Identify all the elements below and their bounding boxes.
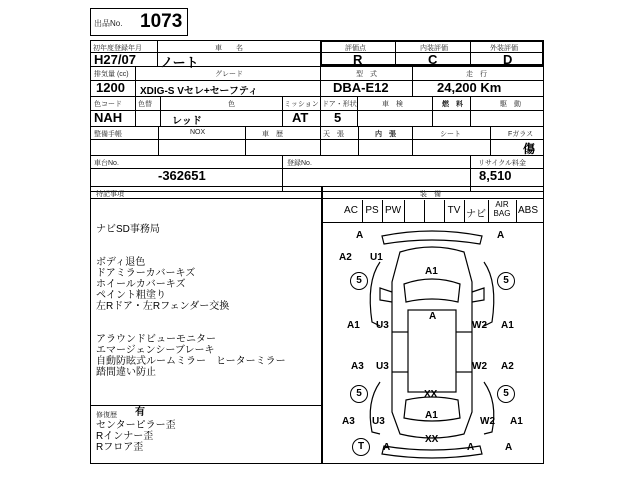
dmg-mark: T xyxy=(352,438,370,456)
equip-abs: ABS xyxy=(517,205,538,216)
dmg-mark: U3 xyxy=(376,320,389,331)
dmg-mark: A xyxy=(356,230,364,241)
mileage-label: 走 行 xyxy=(466,71,487,78)
equip-ac: AC xyxy=(344,205,358,216)
cc-value: 1200 xyxy=(96,80,125,95)
dmg-mark: A3 xyxy=(342,416,355,427)
dmg-mark: A xyxy=(497,230,505,241)
dmg-mark: 5 xyxy=(350,385,368,403)
dmg-mark: 5 xyxy=(350,272,368,290)
dmg-mark: A1 xyxy=(501,320,514,331)
dmg-mark: A1 xyxy=(425,410,438,421)
inspection-label: 車 検 xyxy=(382,101,403,108)
chassis-label: 車台No. xyxy=(94,160,119,167)
note-line: エマージェンシーブレーキ xyxy=(96,345,215,356)
notes-list-2 xyxy=(96,334,286,378)
car-diagram xyxy=(322,222,544,464)
fglass-value: 傷 xyxy=(523,142,536,156)
dmg-mark: U3 xyxy=(372,416,385,427)
dmg-mark: 5 xyxy=(497,385,515,403)
score-value: R xyxy=(353,52,363,67)
note-line: ペイント粗塗り xyxy=(96,290,166,301)
exterior-label: 外装評価 xyxy=(490,45,518,52)
equipment-row xyxy=(340,200,544,222)
equip-navi: ナビ xyxy=(466,209,486,220)
repair-list xyxy=(96,420,176,453)
repair-line: センターピラー歪 xyxy=(96,420,176,431)
interior-value: C xyxy=(428,52,438,67)
model-value: DBA-E12 xyxy=(333,80,389,95)
model-label: 型 式 xyxy=(356,71,377,78)
note-line: ホイールカバーキズ xyxy=(96,279,186,290)
exterior-value: D xyxy=(503,52,513,67)
inner-label: 内 張 xyxy=(375,131,396,138)
dmg-mark: U1 xyxy=(370,252,383,263)
doors-label: ドア・形状 xyxy=(322,101,357,108)
notes-header: 特記事項 xyxy=(96,191,124,198)
recycle-value: 8,510 xyxy=(479,168,512,183)
note-line: 自動防眩式ルームミラー ヒーターミラー xyxy=(96,356,286,367)
note-line: 踏間違い防止 xyxy=(96,367,156,378)
reg-value: H27/07 xyxy=(94,52,136,67)
fuel-label: 燃 料 xyxy=(442,101,463,108)
repair-label: 修復歴 xyxy=(96,412,117,419)
history-label: 車 歴 xyxy=(262,131,283,138)
mileage-value: 24,200 Km xyxy=(437,80,502,95)
car-name-label: 車 名 xyxy=(215,45,243,52)
dmg-mark: W2 xyxy=(472,361,487,372)
seat-label: シート xyxy=(440,131,461,138)
equip-ps: PS xyxy=(365,205,379,216)
dmg-mark: A2 xyxy=(339,252,352,263)
lot-label: 出品No. xyxy=(94,19,123,28)
reg-label: 初年度登録年月 xyxy=(93,45,142,52)
dmg-mark: A3 xyxy=(351,361,364,372)
grade-value: XDIG-S Vセレ+セーフティ xyxy=(140,86,259,97)
equip-tv: TV xyxy=(447,205,461,216)
dmg-mark: A xyxy=(383,442,391,453)
dmg-mark: A1 xyxy=(347,320,360,331)
manual-label: 整備手帳 xyxy=(94,131,122,138)
dmg-mark: U3 xyxy=(376,361,389,372)
color-code-value: NAH xyxy=(94,110,123,125)
color-code-label: 色コード xyxy=(94,101,122,108)
dmg-mark: A2 xyxy=(501,361,514,372)
color-change-label: 色替 xyxy=(138,101,152,108)
nav-note: ナビSD事務局 xyxy=(96,224,160,235)
dmg-mark: A xyxy=(467,442,475,453)
drive-label: 駆 動 xyxy=(500,101,521,108)
color-value: レッド xyxy=(172,116,202,127)
equip-airbag: AIR BAG xyxy=(493,200,511,218)
note-line: アラウンドビューモニター xyxy=(96,334,216,345)
dmg-mark: W2 xyxy=(472,320,487,331)
dmg-mark: 5 xyxy=(497,272,515,290)
dmg-mark: A1 xyxy=(510,416,523,427)
roof-label: 天 張 xyxy=(323,131,344,138)
dmg-mark: W2 xyxy=(480,416,495,427)
repair-line: Rインナー歪 xyxy=(96,431,154,442)
doors-value: 5 xyxy=(334,110,342,125)
chassis-value: -362651 xyxy=(158,168,206,183)
note-line: 左Rドア・左Rフェンダー交換 xyxy=(96,301,230,312)
regno-label: 登録No. xyxy=(287,160,312,167)
repair-value: 有 xyxy=(135,407,145,418)
dmg-mark: XX xyxy=(424,389,438,400)
notes-list-1 xyxy=(96,257,229,312)
equip-pw: PW xyxy=(384,205,402,216)
note-line: ボディ退色 xyxy=(96,257,146,268)
dmg-mark: A xyxy=(429,311,437,322)
score-label: 評価点 xyxy=(345,45,366,52)
mission-value: AT xyxy=(292,110,309,125)
interior-label: 内装評価 xyxy=(420,45,448,52)
lot-number: 1073 xyxy=(140,11,183,32)
fglass-label: Fガラス xyxy=(508,131,534,138)
car-name-value: ノート xyxy=(160,55,199,70)
mission-label: ミッション xyxy=(284,101,319,108)
dmg-mark: A xyxy=(505,442,513,453)
nox-label: NOX xyxy=(190,129,206,136)
recycle-label: リサイクル料金 xyxy=(478,160,527,167)
grade-label: グレード xyxy=(215,71,243,78)
dmg-mark: XX xyxy=(425,434,439,445)
cc-label: 排気量 (cc) xyxy=(94,71,129,78)
equipment-header: 装 備 xyxy=(420,191,441,198)
color-label: 色 xyxy=(228,101,235,108)
repair-line: Rフロア歪 xyxy=(96,442,144,453)
note-line: ドアミラーカバーキズ xyxy=(96,268,196,279)
dmg-mark: A1 xyxy=(425,266,438,277)
